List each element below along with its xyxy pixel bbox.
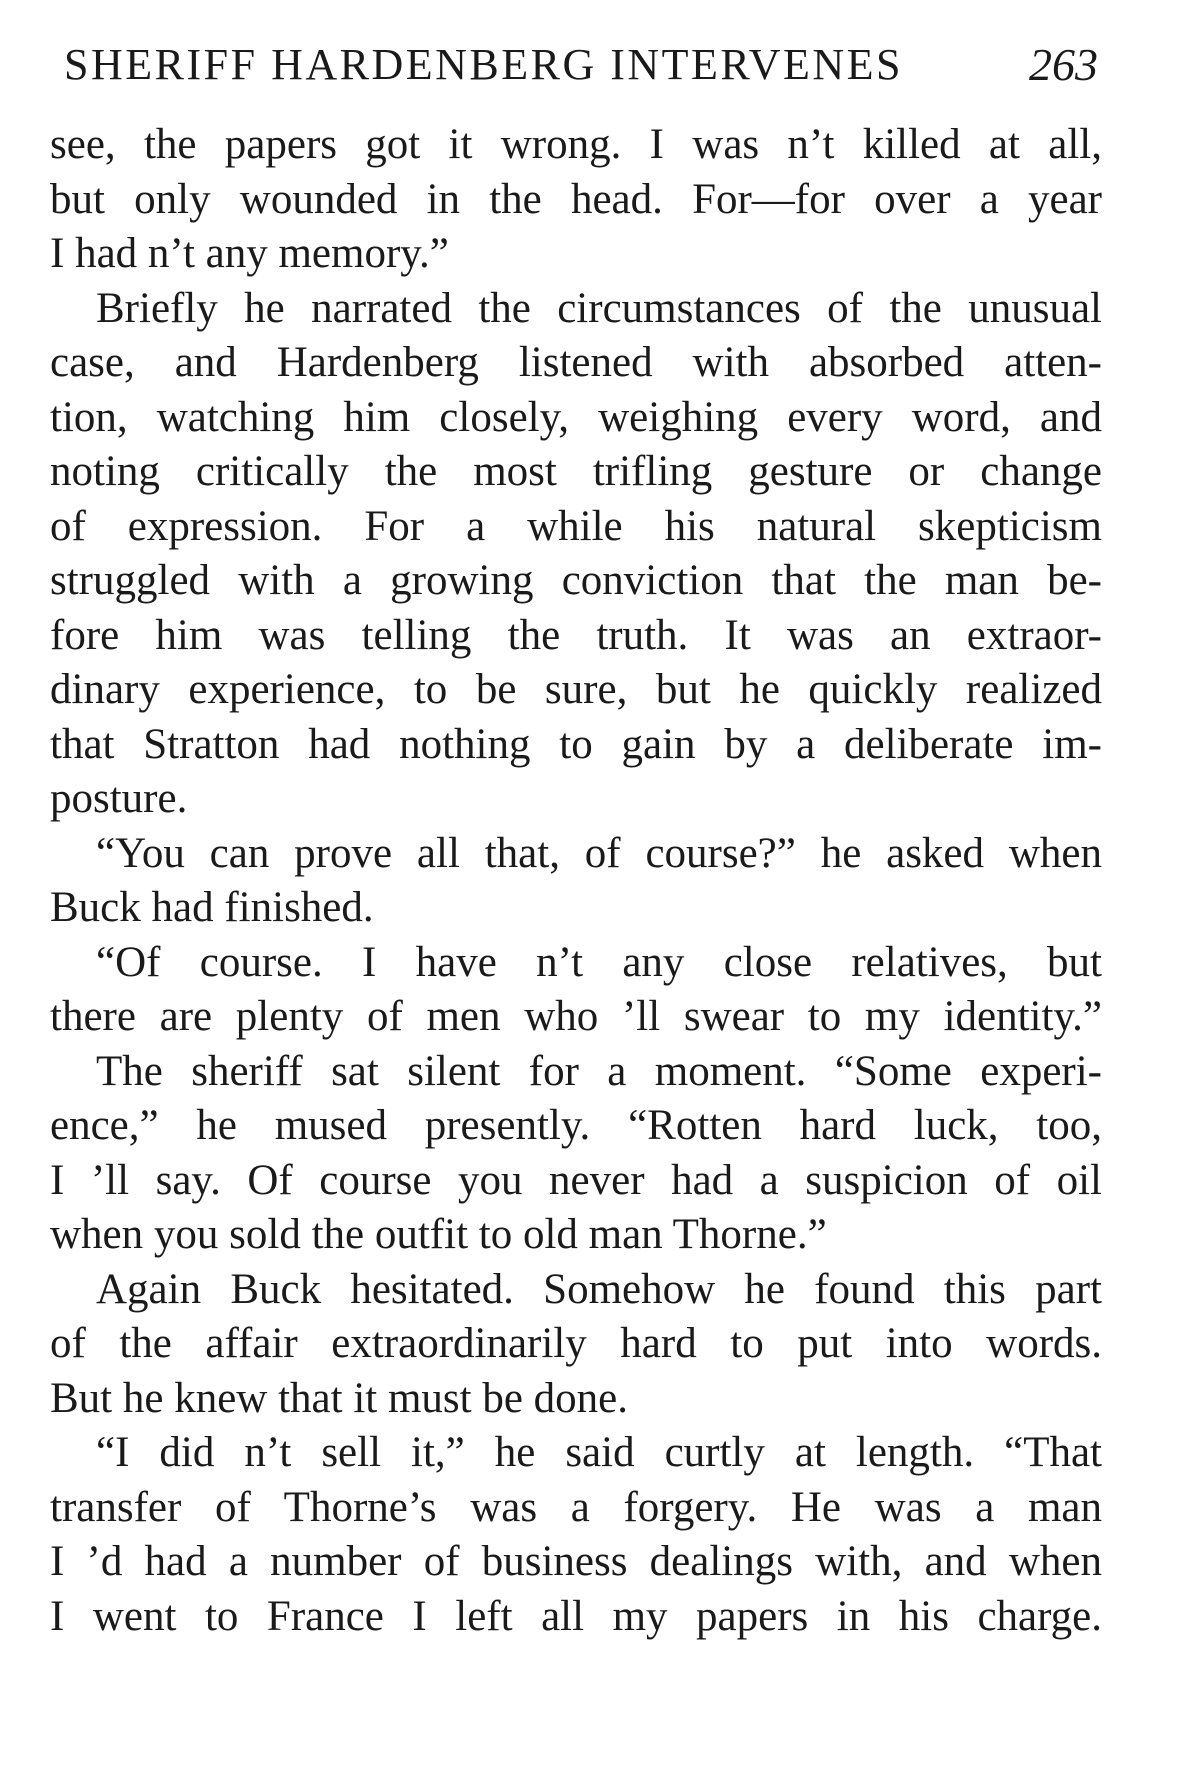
text-line: of the affair extraordinarily hard to put into words. <box>50 1320 1102 1367</box>
text-line: noting critically the most trifling gesture or change <box>50 448 1102 495</box>
text-line: transfer of Thorne’s was a forgery. He was a man <box>50 1483 1102 1531</box>
text-line: when you sold the outfit to old man Thorne.” <box>50 1211 827 1258</box>
text-line: fore him was telling the truth. It was an extraor- <box>50 611 1102 659</box>
text-line: Again Buck hesitated. Somehow he found this part <box>96 1265 1102 1313</box>
text-line: I ’ll say. Of course you never had a suspicion of oil <box>50 1156 1102 1204</box>
text-line: dinary experience, to be sure, but he quickly realized <box>50 666 1102 713</box>
text-line: I had n’t any memory.” <box>50 230 449 277</box>
text-line: there are plenty of men who ’ll swear to my identity.” <box>50 993 1102 1040</box>
body-text <box>50 118 1102 1644</box>
text-line: “You can prove all that, of course?” he asked when <box>96 829 1102 877</box>
text-line: “I did n’t sell it,” he said curtly at length. “That <box>96 1429 1102 1476</box>
text-line: Buck had finished. <box>50 884 374 931</box>
text-line: that Stratton had nothing to gain by a deliberate im- <box>50 720 1102 768</box>
running-title: SHERIFF HARDENBERG INTERVENES <box>64 40 904 89</box>
text-line: I went to France I left all my papers in his charge. <box>50 1592 1102 1640</box>
text-line: “Of course. I have n’t any close relatives, but <box>96 938 1102 986</box>
text-line: tion, watching him closely, weighing every word, and <box>50 393 1102 441</box>
text-line: struggled with a growing conviction that the man be- <box>50 557 1102 604</box>
text-line: Briefly he narrated the circumstances of the unusual <box>96 284 1102 332</box>
running-head <box>64 30 1098 100</box>
text-line: see, the papers got it wrong. I was n’t killed at all, <box>50 121 1102 168</box>
text-line: I ’d had a number of business dealings with, and when <box>50 1538 1102 1585</box>
text-line: posture. <box>50 775 188 822</box>
text-line: case, and Hardenberg listened with absorbed atten- <box>50 339 1102 386</box>
text-line: but only wounded in the head. For—for over a year <box>50 175 1102 223</box>
text-line: The sheriff sat silent for a moment. “Some experi- <box>96 1047 1102 1095</box>
text-line: But he knew that it must be done. <box>50 1374 629 1422</box>
text-line: ence,” he mused presently. “Rotten hard luck, too, <box>50 1102 1102 1149</box>
page-number: 263 <box>1029 39 1098 90</box>
text-line: of expression. For a while his natural skepticism <box>50 502 1102 550</box>
